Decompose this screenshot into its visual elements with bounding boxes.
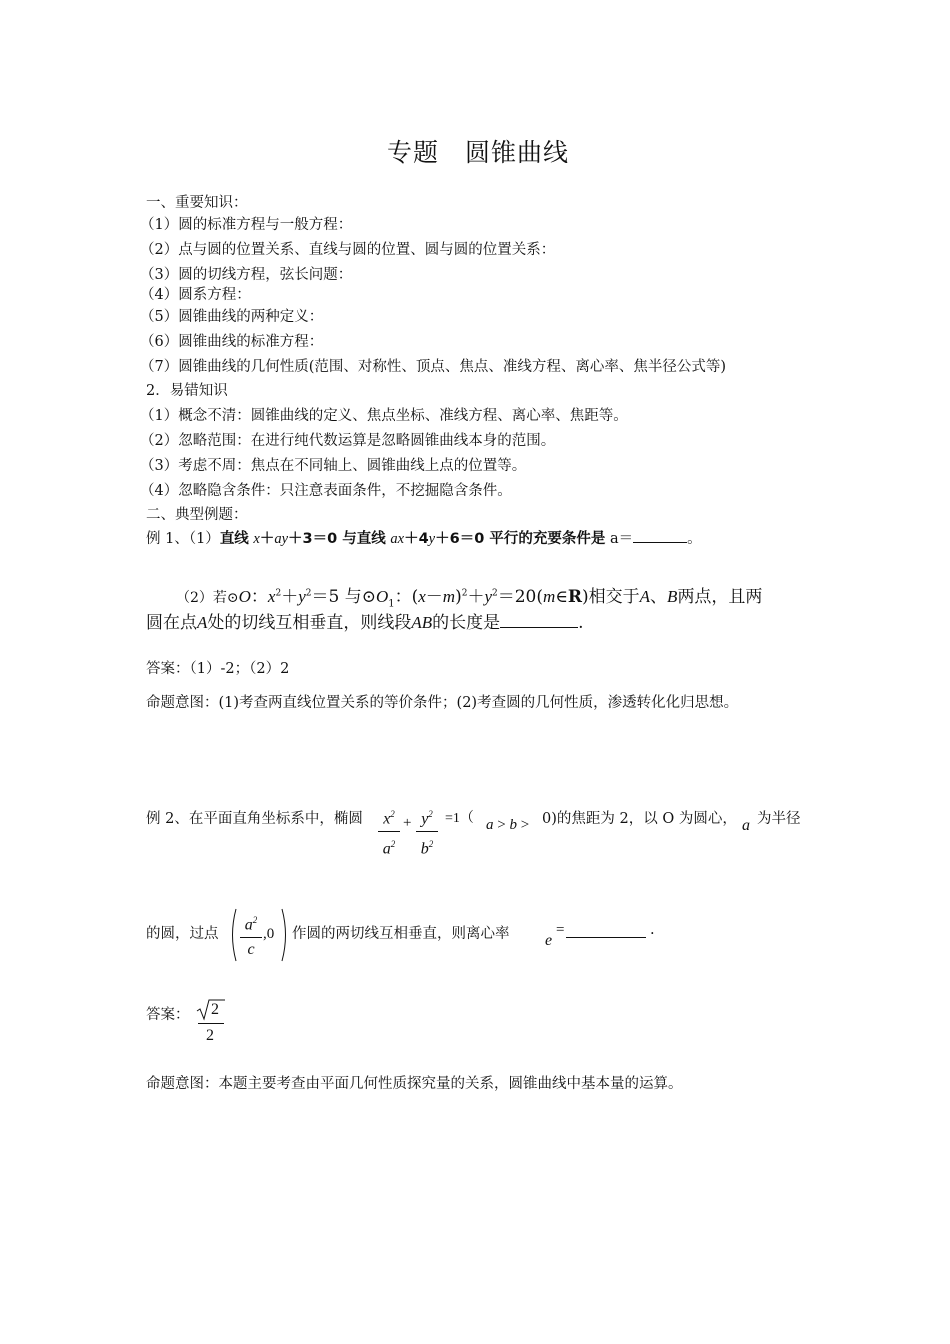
example2-prefix: 例 2、在平面直角坐标系中，椭圆 xyxy=(146,811,363,827)
math-var: A xyxy=(197,613,208,632)
math-var: B xyxy=(667,587,678,606)
answer-blank xyxy=(566,922,646,938)
knowledge-item: （7）圆锥曲线的几何性质(范围、对称性、顶点、焦点、准线方程、离心率、焦半径公式等) xyxy=(140,359,727,375)
example1-text: ：( xyxy=(394,587,419,607)
knowledge-heading: 一、重要知识： xyxy=(146,195,248,211)
math-var: x xyxy=(418,587,426,606)
example1-text: . xyxy=(578,613,584,633)
example1-text: ＝20( xyxy=(497,587,543,607)
math-var: a xyxy=(382,840,391,858)
fraction-a2-c: $a^2$ c xyxy=(240,910,262,960)
example1-text: )相交于 xyxy=(582,587,640,607)
example1-a-eq: a＝ xyxy=(609,531,634,547)
math-var: x xyxy=(253,531,260,547)
math-var: b xyxy=(509,817,517,833)
math-var: A xyxy=(639,587,651,606)
example1-prefix: 例 1、（1） xyxy=(146,531,220,547)
plus-sign: + xyxy=(403,815,412,831)
knowledge-item: （2）点与圆的位置关系、直线与圆的位置、圆与圆的位置关系： xyxy=(140,242,556,258)
math-var: ay xyxy=(274,531,289,547)
answer-blank xyxy=(633,527,687,543)
math-var: ax xyxy=(390,531,405,547)
math-var: b xyxy=(420,840,429,858)
math-var: a xyxy=(244,916,253,934)
subscript: 1 xyxy=(388,598,395,610)
math-op: > xyxy=(520,817,530,833)
example1-text: ＋ xyxy=(467,587,485,607)
example1-text: （2）若⊙ xyxy=(176,590,239,606)
mistakes-item: （1）概念不清：圆锥曲线的定义、焦点坐标、准线方程、离心率、焦距等。 xyxy=(140,408,628,424)
knowledge-item: （5）圆锥曲线的两种定义： xyxy=(140,309,324,325)
example1-intent: 命题意图：(1)考查两直线位置关系的等价条件；(2)考查圆的几何性质，渗透转化化归思想。 xyxy=(146,695,739,711)
example1-text: ＋ xyxy=(259,531,275,547)
fraction-y2-b2: $y^2$ $b^2$ xyxy=(416,804,438,860)
mistakes-item: （3）考虑不周：焦点在不同轴上、圆锥曲线上点的位置等。 xyxy=(140,458,527,474)
knowledge-item: （3）圆的切线方程，弦长问题： xyxy=(140,267,353,283)
example2-eq-one: =1（ xyxy=(445,811,474,826)
example2-answer-label: 答案： xyxy=(146,1007,190,1023)
mistakes-heading: 2．易错知识 xyxy=(146,383,228,399)
answer-blank xyxy=(500,610,578,628)
point-tail: ,0 xyxy=(263,926,275,942)
example1-text: － xyxy=(425,587,443,607)
example1-text: ＋4 xyxy=(404,531,429,547)
example2-line2-a: 的圆，过点 xyxy=(146,926,219,942)
math-var: y xyxy=(428,531,436,547)
point-expression xyxy=(228,906,290,964)
math-var: AB xyxy=(411,613,433,632)
math-var: m xyxy=(442,587,456,606)
math-var: y xyxy=(421,810,429,828)
math-op: > xyxy=(497,817,506,833)
knowledge-item: （4）圆系方程： xyxy=(140,287,251,303)
example2-radius-tail: 为半径 xyxy=(757,811,801,827)
math-var: O xyxy=(375,587,389,606)
example1-part2-line1: （2）若⊙O：$x^2+y^2=5$ 与$⊙O_1$：$(x-m)^2+y^2=20(m\in R)$相交于A、B两点，且两 xyxy=(176,587,763,610)
answer-fraction xyxy=(196,998,226,1048)
example1-text: ＝5 与⊙ xyxy=(311,587,376,607)
radius-var: a xyxy=(742,817,750,834)
example1-text: 直线 xyxy=(219,531,249,547)
example2-condition xyxy=(486,817,529,834)
knowledge-item: （1）圆的标准方程与一般方程： xyxy=(140,217,353,233)
mistakes-item: （4）忽略隐含条件：只注意表面条件，不挖掘隐含条件。 xyxy=(140,483,512,499)
page-title: 专题 圆锥曲线 xyxy=(387,138,570,167)
math-var: m xyxy=(543,587,556,606)
mistakes-item: （2）忽略范围：在进行纯代数运算是忽略圆锥曲线本身的范围。 xyxy=(140,433,556,449)
example2-period: . xyxy=(650,922,655,938)
example1-text: R xyxy=(567,587,583,607)
example1-answer: 答案：（1）-2；（2）2 xyxy=(146,661,290,677)
example1-text: 两点，且两 xyxy=(677,587,763,607)
fraction-bar xyxy=(198,1023,224,1024)
examples-heading: 二、典型例题： xyxy=(146,507,248,523)
example1-text: ： xyxy=(250,587,268,607)
example1-text: ＋3＝0 与直线 xyxy=(288,531,386,547)
example2-line2-b: 作圆的两切线互相垂直，则离心率 xyxy=(292,926,510,942)
example1-text: 、 xyxy=(650,587,668,607)
example1-text: ∈ xyxy=(555,587,568,607)
example1-text: 处的切线互相垂直，则线段 xyxy=(207,613,412,633)
math-var: O xyxy=(238,587,251,606)
math-var: y xyxy=(484,587,492,606)
math-var: x xyxy=(383,810,391,828)
example2-eq: = xyxy=(556,922,565,938)
example1-part1 xyxy=(146,527,702,548)
example2-cond-tail: 0)的焦距为 2，以 O 为圆心， xyxy=(542,811,737,827)
example1-text: 圆在点 xyxy=(146,613,197,633)
math-var: x xyxy=(267,587,276,606)
math-var: a xyxy=(486,817,494,833)
example1-text: ＋ xyxy=(281,587,299,607)
example1-end: 。 xyxy=(687,531,702,547)
example1-text: ＋6＝0 平行的充要条件是 xyxy=(435,531,606,547)
example1-text: ) xyxy=(455,587,462,607)
math-var: y xyxy=(298,587,306,606)
math-var: c xyxy=(247,941,255,959)
sqrt-radicand: 2 xyxy=(211,1001,219,1018)
example2-intent: 命题意图：本题主要考查由平面几何性质探究量的关系，圆锥曲线中基本量的运算。 xyxy=(146,1076,683,1092)
knowledge-item: （6）圆锥曲线的标准方程： xyxy=(140,334,324,350)
answer-denominator: 2 xyxy=(206,1027,214,1044)
example1-part2-line2 xyxy=(146,608,584,633)
example1-text: 的长度是 xyxy=(432,613,501,633)
fraction-x2-a2: $x^2$ $a^2$ xyxy=(378,804,400,860)
eccentricity-var: e xyxy=(545,932,553,949)
